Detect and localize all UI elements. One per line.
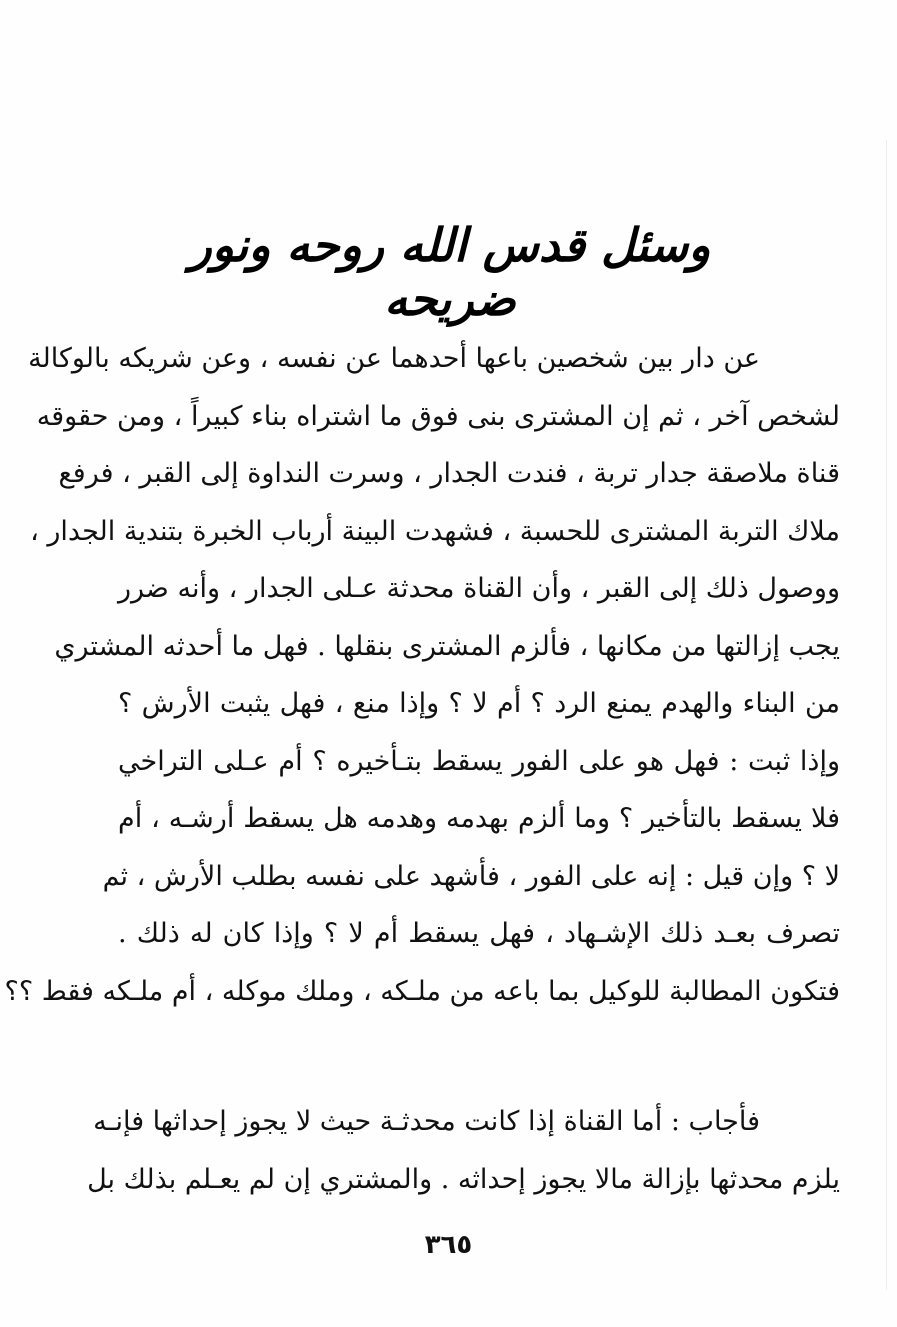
answer-line: فأجاب : أما القناة إذا كانت محدثـة حيث لا يجوز إحداثها فإنـه xyxy=(93,1106,760,1137)
question-paragraph xyxy=(4,330,840,1020)
question-line: قناة ملاصقة جدار تربة ، فندت الجدار ، وسرت النداوة إلى القبر ، فرفع xyxy=(58,458,840,489)
question-line: عن دار بين شخصين باعها أحدهما عن نفسه ، وعن شريكه بالوكالة xyxy=(28,343,760,374)
question-line: تصرف بعـد ذلك الإشـهاد ، فهل يسقط أم لا ؟ وإذا كان له ذلك . xyxy=(118,918,840,949)
question-line: ووصول ذلك إلى القبر ، وأن القناة محدثة عـلى الجدار ، وأنه ضرر xyxy=(118,573,840,604)
question-line: وإذا ثبت : فهل هو على الفور يسقط بتـأخيره ؟ أم عـلى التراخي xyxy=(118,745,840,777)
question-line: ملاك التربة المشترى للحسبة ، فشهدت البينة أرباب الخبرة بتندية الجدار ، xyxy=(30,515,840,547)
question-line: يجب إزالتها من مكانها ، فألزم المشترى بنقلها . فهل ما أحدثه المشتري xyxy=(54,630,840,662)
page-edge-line xyxy=(886,140,887,1290)
page-number: ٣٦٥ xyxy=(424,1230,473,1260)
question-line: فتكون المطالبة للوكيل بما باعه من ملـكه ، وملك موكله ، أم ملـكه فقط ؟؟ xyxy=(4,975,840,1007)
answer-line: يلزم محدثها بإزالة مالا يجوز إحداثه . والمشتري إن لم يعـلم بذلك بل xyxy=(87,1163,840,1195)
answer-paragraph xyxy=(87,1093,840,1208)
question-line: لشخص آخر ، ثم إن المشترى بنى فوق ما اشتراه بناء كبيراً ، ومن حقوقه xyxy=(36,400,840,432)
question-line: لا ؟ وإن قيل : إنه على الفور ، فأشهد على نفسه بطلب الأرش ، ثم xyxy=(102,860,840,892)
question-line: فلا يسقط بالتأخير ؟ وما ألزم بهدمه وهدمه هل يسقط أرشـه ، أم xyxy=(118,803,840,834)
section-heading: وسئل قدس الله روحه ونور ضريحه xyxy=(189,218,711,326)
question-line: من البناء والهدم يمنع الرد ؟ أم لا ؟ وإذا منع ، فهل يثبت الأرش ؟ xyxy=(118,688,840,719)
